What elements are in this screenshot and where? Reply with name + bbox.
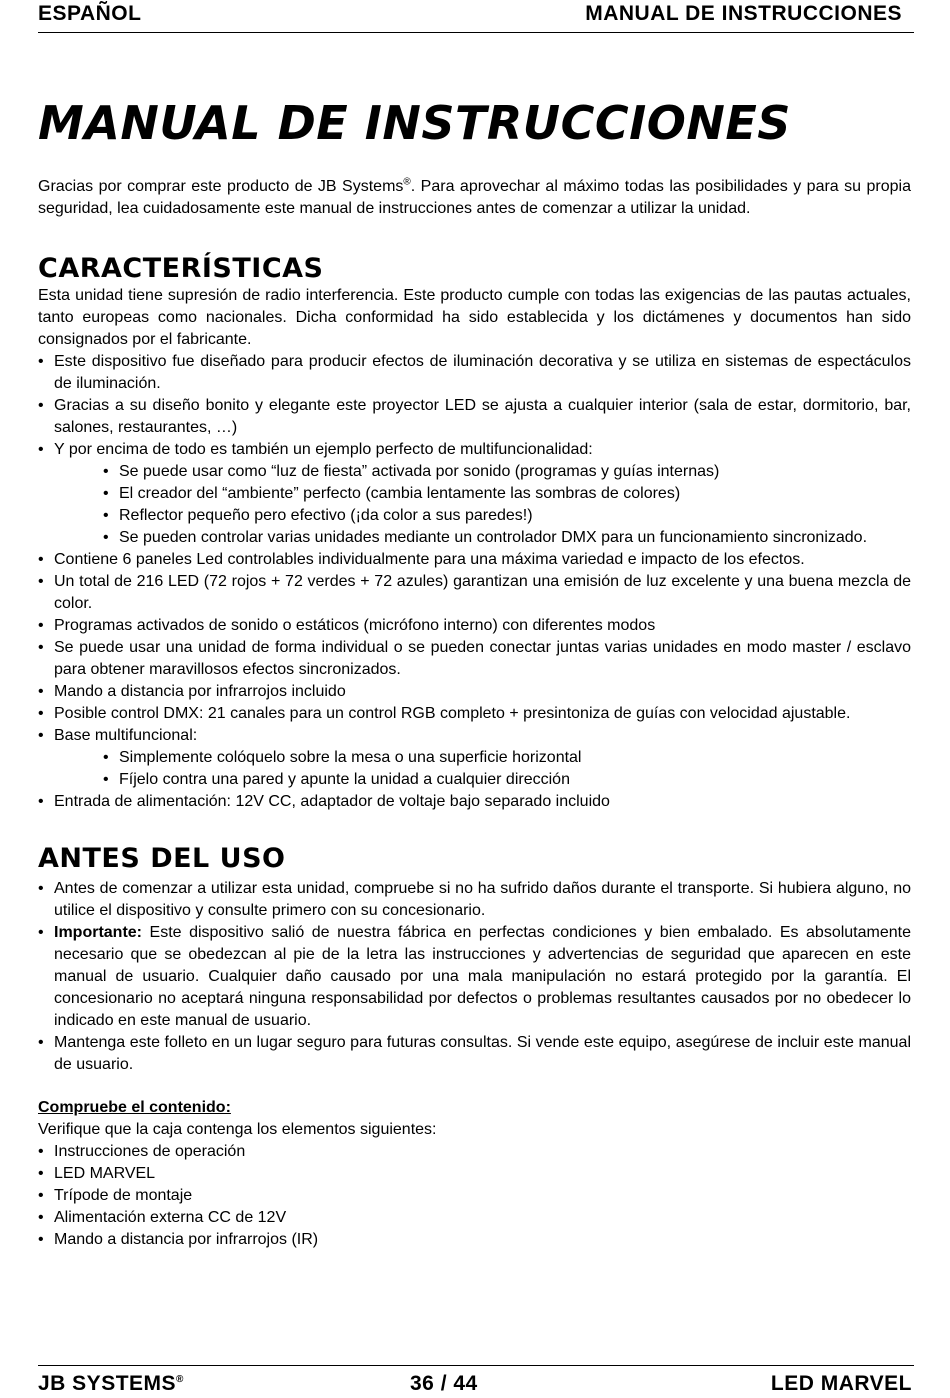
registered-mark: ® [403, 176, 411, 188]
list-item [38, 922, 911, 1032]
list-item: • Trípode de montaje [38, 1185, 911, 1207]
list-item: • Mando a distancia por infrarrojos (IR) [38, 1229, 911, 1251]
list-item: • Posible control DMX: 21 canales para un control RGB completo + presintoniza de guías con velocidad ajustable. [38, 703, 911, 725]
sub-list-item: • El creador del “ambiente” perfecto (cambia lentamente las sombras de colores) [103, 483, 911, 505]
contents-list [38, 1141, 911, 1251]
features-paragraph: Esta unidad tiene supresión de radio interferencia. Este producto cumple con todas las exigencias de las pautas actuales, tanto europeas como nacionales. Dicha conformidad ha sido establecida y los dictámenes y documentos han sido consignados por el fabricante. [38, 287, 911, 348]
intro-text-1: Gracias por comprar este producto de JB Systems [38, 178, 404, 195]
sub-list-item: • Se puede usar como “luz de fiesta” activada por sonido (programas y guías internas) [103, 461, 911, 483]
intro-text-2: . Para aprovechar al máximo todas las posibilidades y para su propia seguridad, lea cuidadosamente este manual de instrucciones antes de comenzar a utilizar la unidad. [38, 178, 911, 217]
list-item: • LED MARVEL [38, 1163, 911, 1185]
list-item: • Antes de comenzar a utilizar esta unidad, compruebe si no ha sufrido daños durante el transporte. Si hubiera alguno, no utilice el dispositivo y consulte primero con su concesionario. [38, 878, 911, 922]
list-item: • Programas activados de sonido o estáticos (micrófono interno) con diferentes modos [38, 615, 911, 637]
footer-brand [38, 1372, 184, 1396]
footer-product: LED MARVEL [770, 1372, 912, 1395]
intro-paragraph [38, 176, 911, 220]
page-number: 36 / 44 [410, 1372, 478, 1395]
list-item: • Un total de 216 LED (72 rojos + 72 verdes + 72 azules) garantizan una emisión de luz excelente y una buena mezcla de color. [38, 571, 911, 615]
features-list [38, 351, 911, 813]
before-use-list [38, 878, 911, 1076]
list-item: • Entrada de alimentación: 12V CC, adaptador de voltaje bajo separado incluido [38, 791, 911, 813]
important-text: Este dispositivo salió de nuestra fábrica en perfectas condiciones y bien embalado. Es absolutamente necesario que se obedezcan al pie de la letra las instrucciones y advertencias de seguridad que aparecen en este manual de usuario. Cualquier daño causado por una mala manipulación no estará protegido por la garantía. El concesionario no aceptará ninguna responsabilidad por defectos o problemas resultantes causados por no obedecer lo indicado en este manual de usuario. [54, 924, 911, 1029]
footer-brand-text: JB SYSTEMS [38, 1372, 177, 1395]
features-heading: CARACTERÍSTICAS [38, 253, 324, 284]
main-content [38, 176, 911, 1251]
important-label: Importante: [54, 924, 142, 941]
page-header [38, 0, 914, 33]
list-item-text: Y por encima de todo es también un ejemplo perfecto de multifuncionalidad: [54, 441, 593, 458]
list-item [38, 439, 911, 549]
list-item: • Mando a distancia por infrarrojos incluido [38, 681, 911, 703]
list-item: • Este dispositivo fue diseñado para producir efectos de iluminación decorativa y se utiliza en sistemas de espectáculos de iluminación. [38, 351, 911, 395]
list-item: • Gracias a su diseño bonito y elegante este proyector LED se ajusta a cualquier interior (sala de estar, dormitorio, bar, salones, restaurantes, …) [38, 395, 911, 439]
list-item: • Alimentación externa CC de 12V [38, 1207, 911, 1229]
list-item-text: Base multifuncional: [54, 727, 198, 744]
list-item [38, 725, 911, 791]
contents-intro: Verifique que la caja contenga los elementos siguientes: [38, 1121, 437, 1138]
sub-list-item: • Reflector pequeño pero efectivo (¡da color a sus paredes!) [103, 505, 911, 527]
footer-registered-mark: ® [176, 1374, 184, 1385]
list-item: • Mantenga este folleto en un lugar seguro para futuras consultas. Si vende este equipo, asegúrese de incluir este manual de usuario. [38, 1032, 911, 1076]
list-item: • Se puede usar una unidad de forma individual o se pueden conectar juntas varias unidades en modo master / esclavo para obtener maravillosos efectos sincronizados. [38, 637, 911, 681]
contents-heading: Compruebe el contenido: [38, 1099, 231, 1116]
list-item: • Instrucciones de operación [38, 1141, 911, 1163]
multifunction-sublist [103, 461, 911, 549]
page-title: MANUAL DE INSTRUCCIONES [38, 96, 791, 150]
sub-list-item: • Simplemente colóquelo sobre la mesa o una superficie horizontal [103, 747, 911, 769]
list-item: • Contiene 6 paneles Led controlables individualmente para una máxima variedad e impacto de los efectos. [38, 549, 911, 571]
before-use-heading: ANTES DEL USO [38, 843, 286, 874]
sub-list-item: • Fíjelo contra una pared y apunte la unidad a cualquier dirección [103, 769, 911, 791]
page-footer [38, 1365, 914, 1398]
header-section: MANUAL DE INSTRUCCIONES [585, 2, 902, 25]
header-language: ESPAÑOL [38, 2, 142, 25]
sub-list-item: • Se pueden controlar varias unidades mediante un controlador DMX para un funcionamiento sincronizado. [103, 527, 911, 549]
base-sublist [103, 747, 911, 791]
